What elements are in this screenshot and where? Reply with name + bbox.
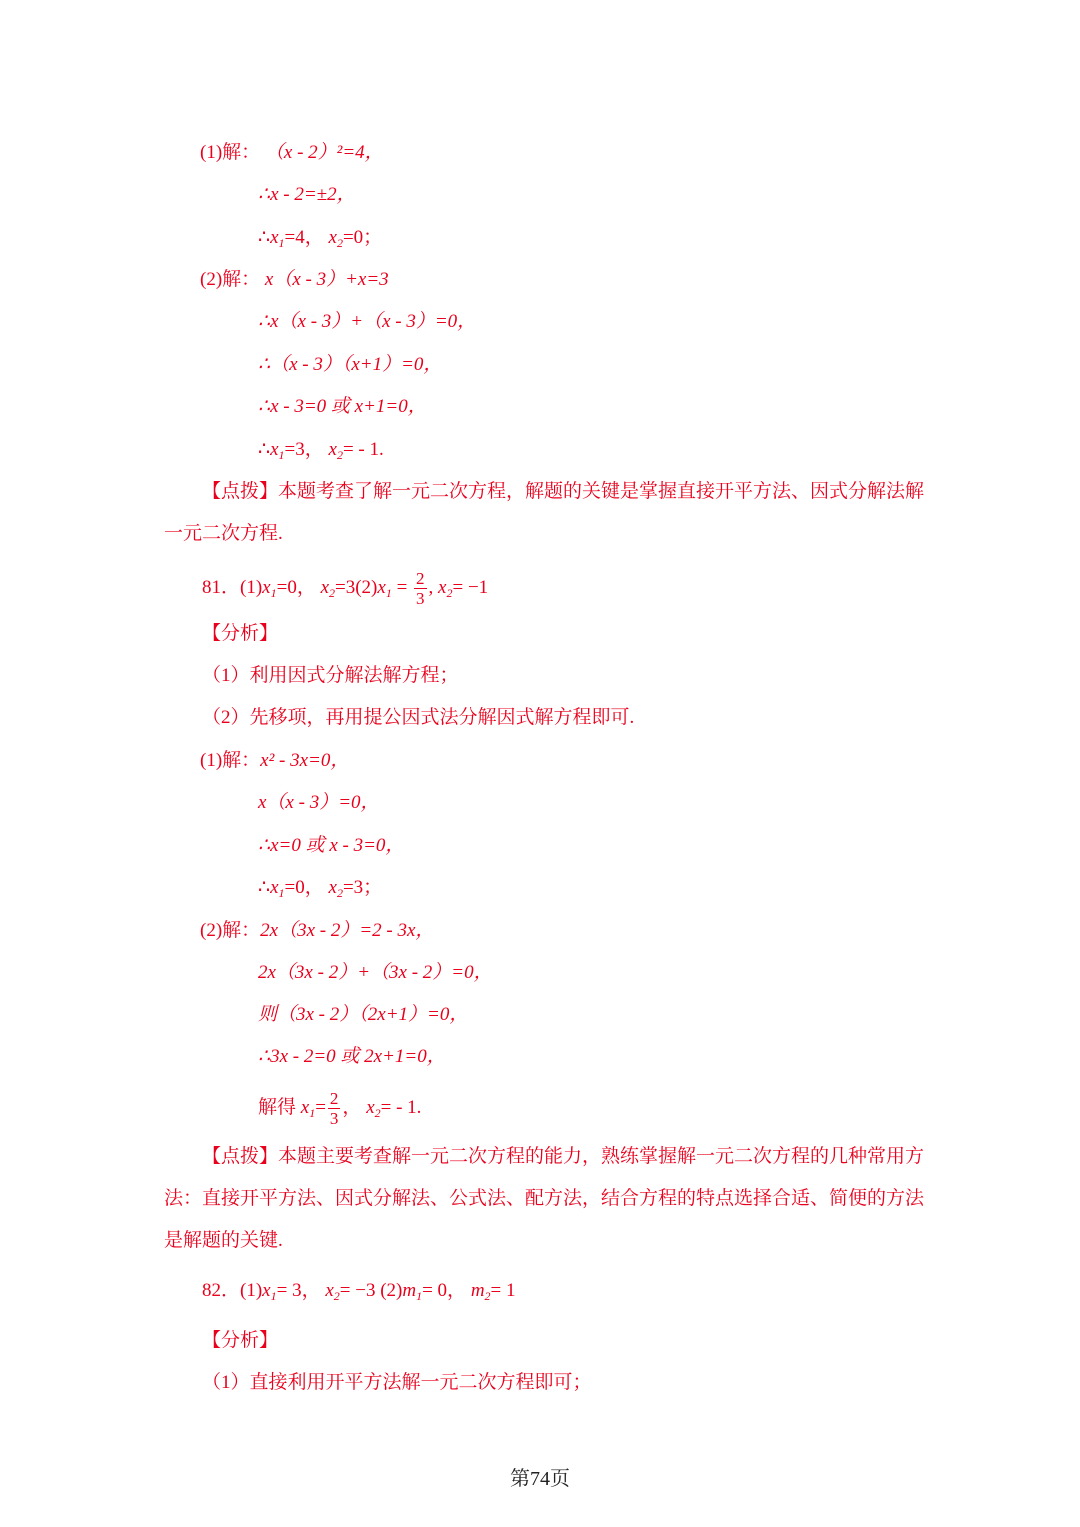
solution-2-step-3: ∴x - 3=0 或 x+1=0， bbox=[258, 396, 427, 417]
q81-solution-1-step-1: x（x - 3）=0， bbox=[258, 792, 380, 813]
q81-solution-2-step-1: 2x（3x - 2）+（3x - 2）=0， bbox=[258, 962, 493, 983]
tip-1-line-1: 【点拨】本题考查了解一元二次方程，解题的关键是掌握直接开平方法、因式分解法解 bbox=[202, 481, 925, 502]
q82-answer: 82．$(1)x_1= 3$， $x_2= -3$ $(2)m_1= 0$， $m_2= 1$ bbox=[202, 1280, 516, 1303]
q81-solution-1-step-3: $\therefore x_1=0$， $x_2=3$； bbox=[258, 877, 383, 900]
q81-number: 81． bbox=[202, 576, 241, 598]
solution-1-step-1: ∴x - 2=±2， bbox=[258, 184, 356, 205]
q81-solution-2-step-4: 解得 $x_1=$ $\frac{2}{3}$ ， $x_2= - 1$. bbox=[258, 1089, 422, 1128]
solution-1-equation: （x - 2）²=4， bbox=[264, 142, 384, 163]
q81-solution-fraction: $\frac{2}{3}$ bbox=[329, 1089, 339, 1128]
solution-2-equation: x（x - 3）+x=3 bbox=[264, 269, 389, 290]
solution-1-label: (1)解： bbox=[200, 142, 261, 163]
q81-tip-line-2: 法：直接开平方法、因式分解法、公式法、配方法，结合方程的特点选择合适、简便的方法 bbox=[164, 1188, 925, 1209]
tip-1-line-2: 一元二次方程. bbox=[164, 523, 283, 544]
solution-2-step-2: ∴（x - 3）（x+1）=0， bbox=[258, 354, 443, 375]
q81-analysis-title: 【分析】 bbox=[202, 623, 279, 644]
solution-2-header bbox=[200, 267, 389, 293]
q81-analysis-1: （1）利用因式分解法解方程； bbox=[202, 665, 459, 686]
q81-solution-2-step-3: ∴3x - 2=0 或 2x+1=0， bbox=[258, 1046, 446, 1067]
solution-1-step-2: $\therefore x_1=4$， $x_2=0$； bbox=[258, 227, 383, 250]
solution-1-header bbox=[200, 140, 384, 166]
q82-analysis-title: 【分析】 bbox=[202, 1330, 279, 1351]
solution-2-step-1: ∴x（x - 3）+（x - 3）=0， bbox=[258, 311, 477, 332]
q81-answer: 81．$(1)x_1=0$， $x_2=3(2)x_1$ = $\frac{2}{3}$ , $x_2= -1$ bbox=[202, 569, 489, 608]
solution-2-step-4: $\therefore x_1=3$， $x_2= - 1$. bbox=[258, 439, 384, 462]
q82-analysis-1: （1）直接利用开平方法解一元二次方程即可； bbox=[202, 1372, 592, 1393]
q81-solution-1-header: (1)解：x² - 3x=0， bbox=[200, 750, 350, 771]
q81-solution-2-step-2: 则（3x - 2）（2x+1）=0， bbox=[258, 1004, 469, 1025]
q81-solution-2-header: (2)解：2x（3x - 2）=2 - 3x， bbox=[200, 920, 435, 941]
q81-analysis-2: （2）先移项，再用提公因式法分解因式解方程即可. bbox=[202, 707, 635, 728]
q81-tip-line-3: 是解题的关键. bbox=[164, 1230, 283, 1251]
q81-solution-1-step-2: ∴x=0 或 x - 3=0， bbox=[258, 835, 405, 856]
q82-number: 82． bbox=[202, 1280, 241, 1301]
q81-tip-line-1: 【点拨】本题主要考查解一元二次方程的能力，熟练掌握解一元二次方程的几种常用方 bbox=[202, 1146, 925, 1167]
page-number: 第74页 bbox=[510, 1468, 570, 1490]
solution-2-label: (2)解： bbox=[200, 269, 261, 290]
q81-fraction: $\frac{2}{3}$ bbox=[416, 569, 425, 608]
